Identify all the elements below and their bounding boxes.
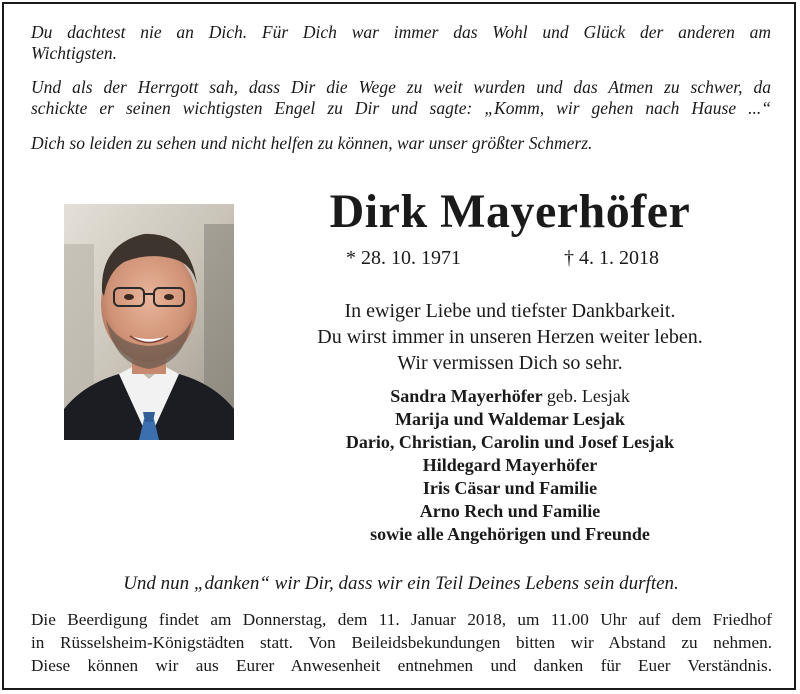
closing-line: Und nun „danken“ wir Dir, dass wir ein Teil Deines Lebens sein durften. [123, 573, 679, 594]
funeral-info-line-2: in Rüsselsheim-Königstädten statt. Von Beileidsbekundungen bitten wir Abstand zu nehmen. [31, 633, 772, 652]
birth-date: * 28. 10. 1971 [346, 247, 461, 269]
funeral-info-line-3: Diese können wir aus Eurer Anwesenheit entnehmen und danken für Euer Verständnis. [31, 656, 772, 675]
death-date: † 4. 1. 2018 [564, 247, 659, 269]
portrait-photo [64, 204, 234, 440]
quote-line: In ewiger Liebe und tiefster Dankbarkeit. [344, 300, 676, 322]
quote-line: Wir vermissen Dich so sehr. [397, 352, 623, 374]
mourner-line: Marija und Waldemar Lesjak [395, 409, 625, 429]
intro-line-1b: Wichtigsten. [31, 43, 118, 63]
mourner-primary [300, 385, 720, 408]
intro-line-3: Dich so leiden zu sehen und nicht helfen zu können, war unser größter Schmerz. [31, 133, 593, 153]
mourner-line: sowie alle Angehörigen und Freunde [370, 524, 650, 544]
mourner-line: Iris Cäsar und Familie [422, 478, 598, 498]
intro-line-1: Du dachtest nie an Dich. Für Dich war immer das Wohl und Glück der anderen am [31, 22, 771, 42]
mourner-line: Arno Rech und Familie [419, 501, 601, 521]
intro-line-2a: Und als der Herrgott sah, dass Dir die Wege zu weit wurden und das Atmen zu schwer, da [31, 77, 771, 97]
mourner-line: Hildegard Mayerhöfer [422, 455, 598, 475]
funeral-info-line-1: Die Beerdigung findet am Donnerstag, dem 11. Januar 2018, um 11.00 Uhr auf dem Friedhof [31, 610, 772, 629]
deceased-name: Dirk Mayerhöfer [329, 185, 691, 238]
mourner-primary-suffix: geb. Lesjak [546, 386, 630, 406]
mourner-line: Dario, Christian, Carolin und Josef Lesjak [345, 432, 675, 452]
mourner-primary-name: Sandra Mayerhöfer [390, 386, 543, 406]
intro-line-2b: schickte er seinen wichtigsten Engel zu Dir und sagte: „Komm, wir gehen nach Hause ...“ [31, 98, 771, 118]
quote-line: Du wirst immer in unseren Herzen weiter leben. [317, 326, 703, 348]
